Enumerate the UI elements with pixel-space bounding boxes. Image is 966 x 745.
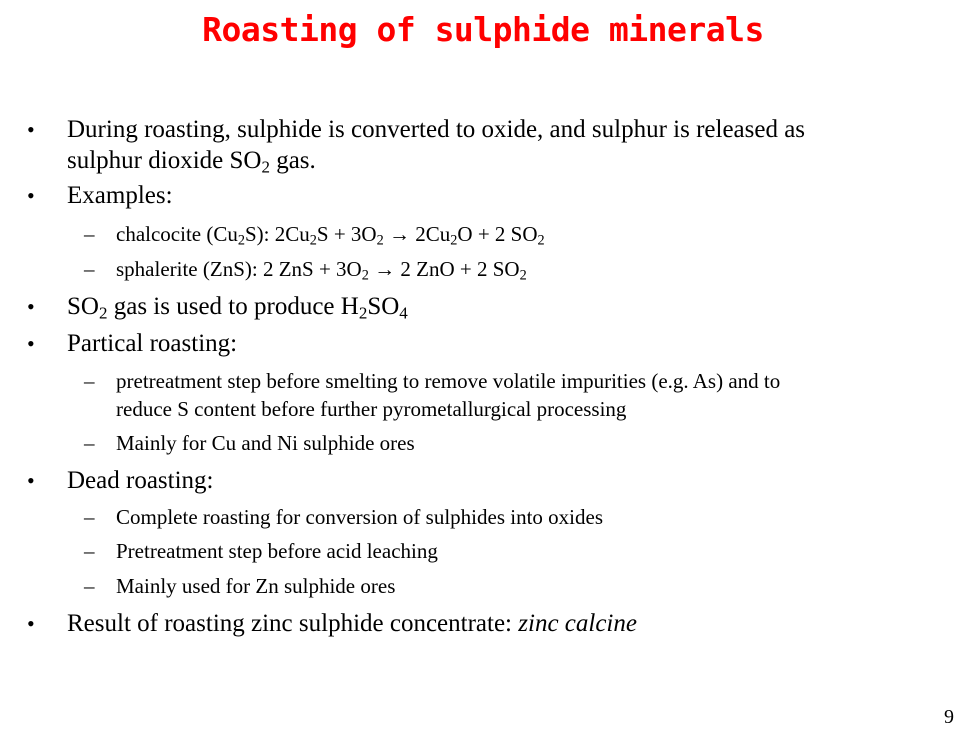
bullet-icon: • (27, 183, 35, 208)
dash-icon: – (84, 222, 95, 246)
subscript: 2 (519, 267, 527, 284)
bullet-text: Dead roasting: (67, 467, 214, 494)
bullet-partical-roasting (27, 328, 927, 359)
subscript: 2 (98, 303, 108, 323)
page-number: 9 (944, 706, 954, 728)
subscript: 2 (361, 267, 369, 284)
bullet-dead-roasting (27, 465, 927, 496)
subitem-text: chalcocite (Cu (116, 222, 238, 246)
subitem-zn-ores (84, 572, 906, 600)
subscript: 2 (358, 303, 368, 323)
bullet-text-line1: During roasting, sulphide is converted to oxide, and sulphur is released as (67, 116, 806, 143)
bullet-text-line2: sulphur dioxide SO (67, 147, 262, 174)
slide-title: Roasting of sulphide minerals (202, 10, 764, 49)
subitem-text: O + 2 SO (457, 222, 538, 246)
subitem-text: sphalerite (ZnS): 2 ZnS + 3O (116, 257, 362, 281)
subitem-chalcocite (84, 220, 906, 249)
subscript: 2 (376, 232, 384, 249)
bullet-examples (27, 180, 927, 211)
bullet-text: SO (67, 293, 99, 320)
subscript: 2 (237, 232, 245, 249)
bullet-text: Result of roasting zinc sulphide concentrate: (67, 610, 519, 637)
subitem-sphalerite (84, 255, 906, 284)
dash-icon: – (84, 257, 95, 281)
bullet-icon: • (27, 331, 35, 356)
bullet-zinc-calcine (27, 608, 927, 639)
bullet-roasting-conversion (27, 114, 927, 177)
bullet-icon: • (27, 117, 35, 142)
bullet-text: Examples: (67, 182, 173, 209)
bullet-text: Partical roasting: (67, 330, 238, 357)
subitem-text-line1: pretreatment step before smelting to remove volatile impurities (e.g. As) and to (116, 369, 781, 393)
subitem-text: → 2 ZnO + 2 SO (368, 257, 520, 281)
subitem-text: Complete roasting for conversion of sulphides into oxides (116, 505, 604, 529)
subitem-text: S + 3O (316, 222, 377, 246)
bullet-icon: • (27, 611, 35, 636)
bullet-icon: • (27, 468, 35, 493)
subitem-text: Pretreatment step before acid leaching (116, 539, 438, 563)
subitem-cu-ni (84, 429, 906, 457)
bullet-text-italic: zinc calcine (518, 610, 637, 637)
dash-icon: – (84, 431, 95, 455)
subscript: 2 (261, 157, 270, 177)
dash-icon: – (84, 574, 95, 598)
subscript: 2 (450, 232, 458, 249)
bullet-so2-use (27, 291, 927, 323)
subitem-text-line2: reduce S content before further pyrometallurgical processing (116, 397, 627, 421)
bullet-text: SO (367, 293, 400, 320)
subscript: 4 (399, 303, 408, 323)
subitem-pretreatment-smelting (84, 367, 906, 423)
bullet-text: gas is used to produce H (107, 293, 359, 320)
subitem-text: Mainly for Cu and Ni sulphide ores (116, 431, 415, 455)
subitem-acid-leaching (84, 537, 906, 565)
subscript: 2 (537, 232, 545, 249)
dash-icon: – (84, 369, 95, 393)
subscript: 2 (309, 232, 317, 249)
subitem-text: → 2Cu (383, 222, 451, 246)
subitem-text: Mainly used for Zn sulphide ores (116, 574, 396, 598)
subitem-complete-roasting (84, 503, 906, 531)
bullet-text-end: gas. (269, 147, 316, 174)
bullet-icon: • (27, 294, 35, 319)
subitem-text: S): 2Cu (245, 222, 310, 246)
dash-icon: – (84, 539, 95, 563)
dash-icon: – (84, 505, 95, 529)
